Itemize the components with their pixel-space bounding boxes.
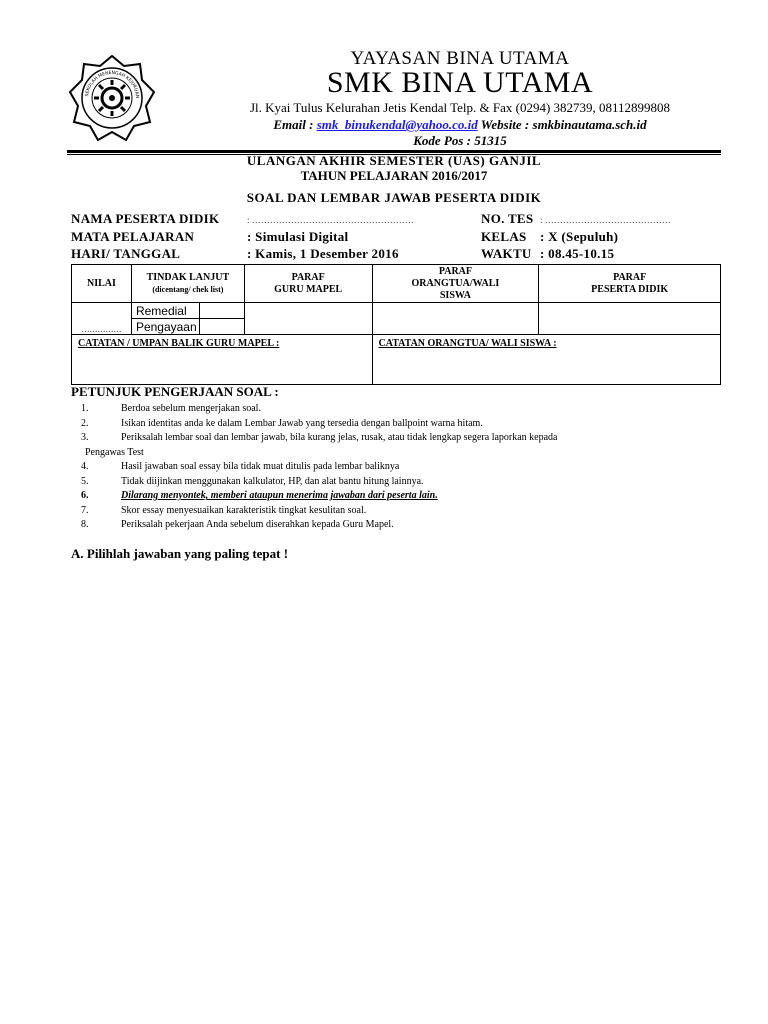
list-item: 4. Hasil jawaban soal essay bila tidak muat ditulis pada lembar baliknya bbox=[81, 461, 400, 472]
foundation-name: YAYASAN BINA UTAMA bbox=[350, 48, 570, 69]
list-item: 3. Periksalah lembar soal dan lembar jawab, bila kurang jelas, rusak, atau tidak lengkap segera laporkan kepada bbox=[81, 432, 558, 443]
school-address: Jl. Kyai Tulus Kelurahan Jetis Kendal Telp. & Fax (0294) 382739, 08112899808 bbox=[249, 100, 671, 115]
date-label: HARI/ TANGGAL bbox=[71, 246, 181, 261]
exam-title: ULANGAN AKHIR SEMESTER (UAS) GANJIL bbox=[246, 153, 542, 168]
nilai-cell[interactable]: …………… bbox=[72, 303, 132, 335]
nilai-header: NILAI bbox=[72, 265, 132, 303]
list-item: 5. Tidak diijinkan menggunakan kalkulator, HP, dan alat bantu hitung lainnya. bbox=[81, 475, 424, 487]
paraf-ortu-header: PARAF ORANGTUA/WALI SISWA bbox=[372, 265, 539, 303]
exam-year: TAHUN PELAJARAN 2016/2017 bbox=[300, 168, 488, 183]
school-name: SMK BINA UTAMA bbox=[326, 66, 594, 99]
remedial-label: Remedial bbox=[131, 303, 199, 319]
email-label: Email : bbox=[273, 117, 317, 132]
list-item: 6. Dilarang menyontek, memberi ataupun menerima jawaban dari peserta lain. bbox=[81, 490, 438, 501]
class-label: KELAS bbox=[481, 229, 527, 244]
time-label: WAKTU bbox=[481, 246, 532, 261]
subject-label: MATA PELAJARAN bbox=[71, 229, 195, 244]
instructions-title: PETUNJUK PENGERJAAN SOAL : bbox=[71, 384, 279, 399]
section-a-heading: A. Pilihlah jawaban yang paling tepat ! bbox=[71, 546, 289, 561]
pengayaan-label: Pengayaan bbox=[131, 319, 199, 335]
instructions-list bbox=[71, 402, 711, 533]
list-item: Pengawas Test bbox=[85, 446, 144, 458]
grade-table bbox=[71, 264, 721, 385]
paraf-siswa-cell[interactable] bbox=[539, 303, 721, 335]
class-value: : X (Sepuluh) bbox=[540, 229, 619, 244]
catatan-guru-box[interactable]: CATATAN / UMPAN BALIK GURU MAPEL : bbox=[72, 335, 373, 385]
website-label: Website : bbox=[477, 117, 533, 132]
list-item: 2. Isikan identitas anda ke dalam Lembar Jawab yang tersedia dengan ballpoint warna hitam. bbox=[81, 417, 483, 429]
time-value: : 08.45-10.15 bbox=[540, 246, 615, 261]
exam-subtitle: SOAL DAN LEMBAR JAWAB PESERTA DIDIK bbox=[246, 190, 542, 205]
paraf-guru-cell[interactable] bbox=[244, 303, 372, 335]
testno-field[interactable]: : …………………………………… bbox=[540, 215, 671, 225]
list-item: 1. Berdoa sebelum mengerjakan soal. bbox=[81, 403, 261, 414]
list-item: 7. Skor essay menyesuaikan karakteristik tingkat kesulitan soal. bbox=[81, 504, 367, 516]
school-logo bbox=[68, 54, 156, 142]
website-value: smkbinautama.sch.id bbox=[532, 117, 647, 132]
catatan-ortu-box[interactable]: CATATAN ORANGTUA/ WALI SISWA : bbox=[372, 335, 720, 385]
name-field[interactable]: : ……………………………………………… bbox=[247, 215, 414, 225]
tindak-lanjut-header: TINDAK LANJUT (dicentang/ chek list) bbox=[131, 265, 244, 303]
contact-line bbox=[160, 117, 760, 133]
date-value: : Kamis, 1 Desember 2016 bbox=[247, 246, 399, 261]
paraf-ortu-cell[interactable] bbox=[372, 303, 539, 335]
svg-text:SEKOLAH MENENGAH KEJURUAN BINA: SEKOLAH MENENGAH KEJURUAN bbox=[85, 70, 140, 99]
email-link[interactable]: smk_binukendal@yahoo.co.id bbox=[316, 117, 478, 132]
remedial-check[interactable] bbox=[199, 303, 244, 319]
name-label: NAMA PESERTA DIDIK bbox=[71, 211, 220, 226]
testno-label: NO. TES bbox=[481, 211, 534, 226]
postcode: Kode Pos : 51315 bbox=[413, 133, 507, 148]
subject-value: : Simulasi Digital bbox=[247, 229, 349, 244]
pengayaan-check[interactable] bbox=[199, 319, 244, 335]
list-item: 8. Periksalah pekerjaan Anda sebelum diserahkan kepada Guru Mapel. bbox=[81, 519, 394, 530]
paraf-guru-header: PARAF GURU MAPEL bbox=[244, 265, 372, 303]
paraf-siswa-header: PARAF PESERTA DIDIK bbox=[539, 265, 721, 303]
